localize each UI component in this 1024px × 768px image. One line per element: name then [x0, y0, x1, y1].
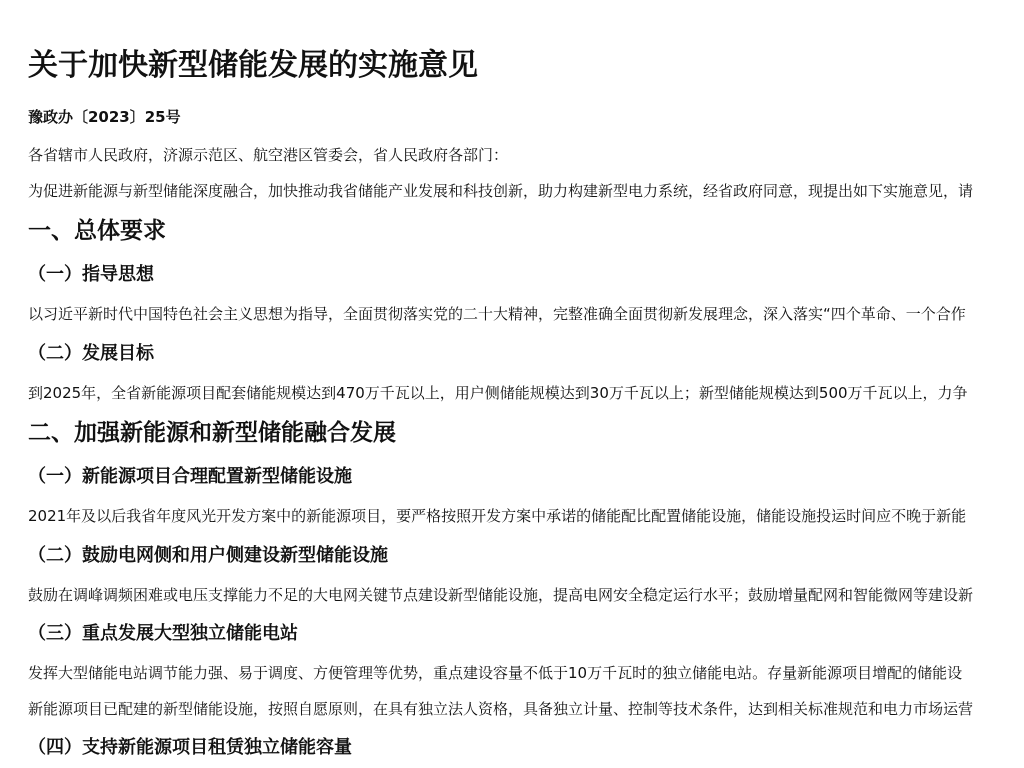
intro-paragraph: 为促进新能源与新型储能深度融合，加快推动我省储能产业发展和科技创新，助力构建新型电力系统，经省政府同意，现提出如下实施意见，请 [28, 182, 974, 200]
subsection-heading: （一）指导思想 [28, 264, 154, 285]
document-number: 豫政办〔2023〕25号 [28, 108, 181, 126]
paragraph: 以习近平新时代中国特色社会主义思想为指导，全面贯彻落实党的二十大精神，完整准确全面贯彻新发展理念，深入落实“四个革命、一个合作 [28, 305, 966, 323]
section-heading: 一、总体要求 [28, 218, 166, 244]
subsection-heading: （二）发展目标 [28, 343, 154, 364]
paragraph: 2021年及以后我省年度风光开发方案中的新能源项目，要严格按照开发方案中承诺的储能配比配置储能设施，储能设施投运时间应不晚于新能 [28, 507, 967, 525]
subsection-heading: （四）支持新能源项目租赁独立储能容量 [28, 737, 352, 758]
paragraph: 发挥大型储能电站调节能力强、易于调度、方便管理等优势，重点建设容量不低于10万千瓦时的独立储能电站。存量新能源项目增配的储能设 [28, 664, 963, 682]
subsection-heading: （二）鼓励电网侧和用户侧建设新型储能设施 [28, 545, 388, 566]
subsection-heading: （一）新能源项目合理配置新型储能设施 [28, 466, 352, 487]
paragraph: 新能源项目已配建的新型储能设施，按照自愿原则，在具有独立法人资格，具备独立计量、控制等技术条件，达到相关标准规范和电力市场运营 [28, 700, 974, 718]
document-body [28, 0, 1024, 768]
addressee-paragraph: 各省辖市人民政府，济源示范区、航空港区管委会，省人民政府各部门： [28, 146, 509, 164]
paragraph: 鼓励在调峰调频困难或电压支撑能力不足的大电网关键节点建设新型储能设施，提高电网安全稳定运行水平；鼓励增量配网和智能微网等建设新 [28, 586, 974, 604]
paragraph: 到2025年，全省新能源项目配套储能规模达到470万千瓦以上，用户侧储能规模达到30万千瓦以上；新型储能规模达到500万千瓦以上，力争 [28, 384, 968, 402]
page-title: 关于加快新型储能发展的实施意见 [28, 48, 478, 83]
subsection-heading: （三）重点发展大型独立储能电站 [28, 623, 298, 644]
section-heading: 二、加强新能源和新型储能融合发展 [28, 420, 396, 446]
